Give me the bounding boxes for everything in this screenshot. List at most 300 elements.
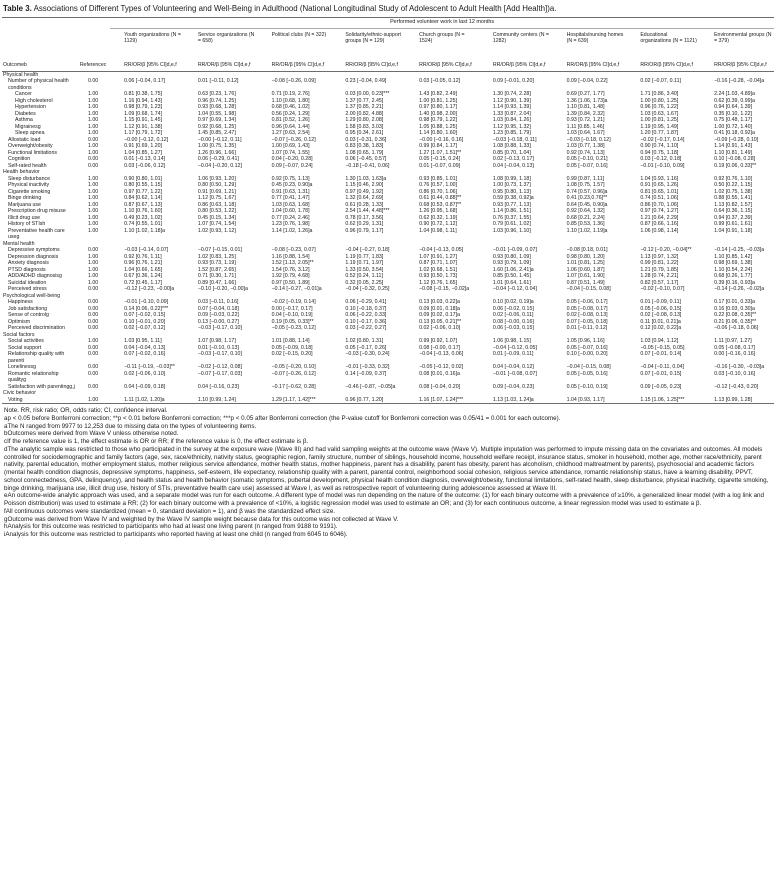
estimate-cell: 0.06 [−0.29, 0.41] — [345, 299, 387, 306]
table-title — [3, 4, 774, 14]
estimate-cell: 0.07 [−0.01, 0.14] — [640, 351, 682, 358]
estimate-cell: 0.06 [−0.29, 0.41] — [197, 156, 239, 163]
estimate-cell: 0.01 [−0.10, 0.13] — [197, 344, 239, 351]
estimate-cell: −0.02 [−0.12, 0.08] — [197, 364, 242, 371]
estimate-cell: 0.10 [−0.18, 0.37] — [345, 305, 387, 312]
estimate-cell: 1.92 [0.79, 4.68] — [271, 273, 310, 280]
estimate-cell: −0.16 [−0.28, −0.04]a — [714, 78, 765, 85]
estimate-cell: 1.10 [1.02, 1.18]a — [124, 227, 165, 234]
estimate-cell: −0.04 [−0.12, 0.05] — [492, 344, 537, 351]
estimate-cell: −0.12 [−0.23, −0.00]a — [124, 286, 175, 293]
estimate-cell: 0.04 [−0.04, 0.13] — [124, 344, 166, 351]
results-table — [2, 17, 774, 404]
estimate-cell: 1.54 [0.76, 3.12] — [271, 266, 310, 273]
estimate-cell: 0.11 [0.01, 0.21]a — [640, 318, 681, 325]
estimate-cell: 1.39 [0.84, 2.32] — [566, 110, 605, 117]
table-header — [2, 18, 774, 72]
outcome-label: Number of physical health conditions — [8, 78, 69, 91]
estimate-cell: 0.02 [−0.06, 0.11] — [492, 312, 534, 319]
estimate-cell: 1.07 [0.74, 1.55] — [271, 149, 310, 156]
estimate-cell: 0.68 [0.26, 1.77] — [714, 273, 753, 280]
outcome-label: Cognition — [8, 156, 31, 163]
estimate-cell: 0.12 [0.02, 0.22]a — [640, 325, 682, 332]
estimate-cell: 0.05 [−0.09, 0.18] — [271, 344, 313, 351]
estimate-cell: 1.00 [0.73, 1.37] — [492, 182, 531, 189]
group-header: Solidarity/ethnic-support groups (N = 129) — [345, 31, 401, 44]
estimate-cell: 1.14 [0.93, 1.39] — [492, 104, 531, 111]
estimate-cell: 0.05 [−0.07, 0.16] — [566, 162, 608, 169]
estimate-cell: 1.00 [0.81, 1.25] — [419, 97, 458, 104]
reference-value: 1.00 — [87, 117, 99, 124]
estimate-cell: 1.32 [0.64, 2.69] — [345, 195, 384, 202]
estimate-cell: 0.03 [−0.31, 0.36] — [345, 136, 387, 143]
estimate-cell: 0.99 [0.81, 1.22] — [640, 260, 679, 267]
table-body — [2, 71, 774, 404]
estimate-cell: −0.00 [−0.12, 0.11] — [197, 136, 242, 143]
estimate-cell: −0.05 [−0.12, 0.02] — [419, 364, 464, 371]
estimate-cell: −0.14 [−0.26, −0.02]a — [714, 286, 765, 293]
estimate-cell: 0.04 [−0.09, 0.18] — [124, 383, 166, 390]
estimate-cell: 0.78 [0.17, 3.56] — [345, 214, 384, 221]
category-row — [2, 71, 774, 78]
estimate-cell: −0.04 [−0.27, 0.18] — [345, 247, 390, 254]
estimate-cell: 1.08 [0.75, 1.57] — [566, 182, 605, 189]
reference-value: 0.00 — [87, 383, 99, 390]
estimate-cell: 0.92 [0.68, 1.25] — [197, 123, 236, 130]
reference-value: 0.00 — [87, 162, 99, 169]
estimate-cell: 1.03 [0.77, 1.38] — [566, 143, 605, 150]
estimate-cell: −0.03 [−0.30, 0.24] — [345, 351, 390, 358]
estimate-cell: 1.06 [0.98, 1.14] — [640, 227, 679, 234]
estimate-cell: 0.76 [0.37, 1.55] — [492, 214, 531, 221]
estimate-cell: 1.06 [0.60, 1.87] — [566, 266, 605, 273]
estimate-cell: 0.45 [0.23, 0.90]a — [271, 182, 313, 189]
estimate-cell: 0.41 [0.18, 0.92]a — [714, 130, 755, 137]
reference-value: 1.00 — [87, 91, 99, 98]
estimate-cell: −0.01 [−0.09, 0.07] — [492, 247, 537, 254]
estimate-cell: 0.93 [0.68, 1.28] — [197, 104, 236, 111]
estimate-cell: 1.13 [1.03, 1.24]a — [479, 397, 553, 404]
estimate-cell: 0.09 [−0.07, 0.24] — [271, 162, 313, 169]
estimate-cell: 0.98 [0.79, 1.22] — [419, 117, 458, 124]
estimate-cell: −0.03 [−0.18, 0.12] — [566, 136, 611, 143]
estimate-cell: 1.19 [0.95, 1.49] — [640, 123, 679, 130]
table-note: ap < 0.05 before Bonferroni correction; **p < 0.01 before Bonferroni correction; ***p < 0.05 after Bonferroni correction (the P-value cutoff for Bonferroni correction was 0.05/41 = 0.001 for each outcome). — [4, 414, 561, 422]
estimate-cell: 0.89 [0.47, 1.66] — [197, 279, 236, 286]
estimate-cell: −0.07 [−0.26, 0.12] — [271, 136, 316, 143]
estimate-cell: 0.85 [0.53, 1.36] — [566, 221, 605, 228]
estimate-cell: 1.10 [0.81, 1.49] — [714, 149, 753, 156]
outcome-label: Functional limitations — [8, 149, 58, 156]
estimate-cell: 0.91 [0.63, 1.31] — [271, 188, 310, 195]
reference-value: 1.00 — [87, 182, 99, 189]
estimate-cell: 0.01 [−0.11, 0.12] — [197, 78, 239, 85]
estimate-cell: 0.95 [0.34, 2.61] — [345, 130, 384, 137]
estimate-cell: 0.09 [−0.05, 0.23] — [640, 383, 682, 390]
estimate-cell: 0.99 [0.84, 1.17] — [419, 143, 458, 150]
estimate-cell: 0.82 [0.57, 1.17] — [640, 279, 679, 286]
table-row — [2, 351, 774, 364]
estimate-cell: 1.07 [0.61, 1.90] — [566, 273, 605, 280]
estimate-cell: 1.30 [0.74, 2.28] — [492, 91, 531, 98]
estimate-cell: 0.06 [−0.03, 0.15] — [492, 325, 534, 332]
estimate-cell: 0.05 [−0.07, 0.16] — [566, 344, 608, 351]
outcome-label: Perceived stress — [8, 286, 47, 293]
estimate-cell: 0.04 [−0.04, 0.13] — [492, 162, 534, 169]
reference-value: 1.00 — [87, 195, 99, 202]
header-row-groups — [2, 28, 774, 62]
estimate-cell: 0.04 [−0.10, 0.19] — [271, 312, 313, 319]
estimate-cell: 0.93 [0.79, 1.09] — [492, 260, 531, 267]
table-note: fAll continuous outcomes were standardized (mean = 0, standard deviation = 1), and β was the standardized effect size. — [4, 507, 336, 515]
estimate-cell: 0.94 [0.75, 1.18] — [640, 149, 679, 156]
reference-value: 0.00 — [87, 318, 99, 325]
estimate-cell: 0.87 [0.67, 1.13] — [124, 201, 163, 208]
estimate-cell: 1.05 [0.96, 1.16] — [566, 338, 605, 345]
estimate-cell: −0.04 [−0.13, 0.05] — [419, 247, 464, 254]
estimate-cell: 1.45 [0.85, 2.47] — [197, 130, 236, 137]
estimate-cell: 0.96 [0.64, 1.44] — [271, 123, 310, 130]
estimate-cell: 0.93 [0.50, 1.73] — [419, 273, 458, 280]
estimate-cell: 0.02 [−0.15, 0.20] — [271, 351, 313, 358]
outcome-label: Romantic relationship qualityg — [8, 370, 59, 384]
estimate-cell: 0.83 [0.38, 1.83] — [345, 143, 384, 150]
estimate-cell: 1.29 [0.80, 2.08] — [345, 117, 384, 124]
estimate-cell: 0.05 [−0.08, 0.17] — [566, 305, 608, 312]
reference-value: 0.00 — [87, 299, 99, 306]
estimate-cell: 0.09 [−0.04, 0.23] — [492, 383, 534, 390]
estimate-cell: 0.86 [0.63, 1.18] — [197, 201, 236, 208]
estimate-cell: 0.02 [−0.08, 0.13] — [640, 312, 682, 319]
estimate-cell: 1.33 [0.87, 2.04] — [492, 110, 531, 117]
table-note: dThe analytic sample was restricted to those who participated in the survey at the exposure wave (Wave III) and had valid sampling weights at the outcome wave (Wave V). Multiple imputation was performed to impute missing data on the covariates and outcomes. All models controlled for sociodemographic and family factors (age, sex, race/ethnicity, nativity status, geographic region, family structure, number of siblings, household income, household welfare receipt, insurance status, smoker in household, mother age, mother race/ethnicity, parent nativity, parental education, mother employment status, mother religious service attendance, mother health status, mother happiness, parent has a disability, parent has obesity, parent has alcoholism, childhood maltreatment by parents), psychosocial and academic factors (mental health condition diagnosis, depressive symptoms, happiness, self-esteem, life expectancy, relationship quality with a parent, parental control, neighborhood social cohesion, religious service attendance, romantic relationship status, have a learning disability, PPVT, school connectedness, GPA, delinquency), and health status and health behavior (somatic symptoms, pubertal development, physical health condition diagnosis, overweight/obesity, functional limitations, self-rated health, sleep disturbance, physical inactivity, cigarette smoking, binge drinking, marijuana use, illicit drug use, history of STIs, preventative health care use) assessed at Wave I, as well as retrospective report of volunteering during adolescence assessed at Wave III. — [4, 445, 769, 492]
estimate-cell: 1.71 [0.86, 3.40] — [640, 91, 679, 98]
estimate-cell: 1.23 [0.85, 1.79] — [492, 130, 531, 137]
estimate-cell: 0.92 [0.74, 1.13] — [566, 149, 605, 156]
estimate-cell: 1.12 [0.76, 1.65] — [419, 279, 458, 286]
estimate-cell: 0.81 [0.52, 1.26] — [271, 117, 310, 124]
estimate-cell: 1.02 [0.80, 1.31] — [345, 338, 384, 345]
table-caption: Associations of Different Types of Volunteering and Well-Being in Adulthood (National Longitudinal Study of Adolescent to Adult Health [Add Health])a. — [33, 4, 557, 13]
estimate-cell: 0.03 [0.00, 0.23]*** — [345, 91, 390, 98]
estimate-cell: 1.04 [0.98, 1.11] — [419, 227, 457, 234]
estimate-cell: 0.08 [−0.00, 0.16] — [492, 318, 534, 325]
estimate-cell: 1.12 [0.95, 1.32] — [492, 123, 531, 130]
estimate-cell: 1.10 [0.76, 1.60] — [124, 208, 163, 215]
group-header: Church groups (N = 1524) — [419, 31, 465, 44]
estimate-cell: −0.14 [−0.25, −0.03]a — [714, 247, 765, 254]
estimate-cell: 0.06 [−0.22, 0.33] — [345, 312, 387, 319]
estimate-cell: 1.03 [0.63, 1.67] — [640, 110, 679, 117]
estimate-cell: 1.02 [0.68, 1.51] — [419, 266, 458, 273]
estimate-cell: 1.02 [0.75, 1.38] — [714, 188, 753, 195]
outcome-header: Outcomeb — [2, 62, 76, 72]
estimate-cell: 0.17 [0.01, 0.33]a — [714, 299, 755, 306]
reference-value: 1.00 — [87, 175, 99, 182]
stat-header: RR/OR/β [95% CI]d,e,f — [626, 62, 700, 72]
reference-value: 0.00 — [87, 247, 99, 254]
estimate-cell: 1.07 [0.98, 1.17] — [197, 338, 236, 345]
outcome-label: Preventative health care useg — [8, 227, 65, 241]
estimate-cell: −0.04 [−0.12, 0.04] — [492, 286, 537, 293]
estimate-cell: 0.87 [0.71, 1.07] — [419, 260, 458, 267]
estimate-cell: 0.94 [0.64, 1.39] — [714, 104, 753, 111]
estimate-cell: 0.05 [−0.17, 0.26] — [345, 344, 387, 351]
estimate-cell: 0.00 [−0.16, 0.16] — [714, 351, 756, 358]
outcome-label: Sense of controlg — [8, 312, 49, 319]
estimate-cell: 0.93 [0.85, 1.01] — [419, 175, 458, 182]
estimate-cell: 0.74 [0.55, 1.01] — [124, 221, 163, 228]
table-row — [2, 228, 774, 241]
reference-value: 1.00 — [87, 104, 99, 111]
outcome-label: Diabetes — [15, 110, 36, 117]
estimate-cell: 0.03 [−0.05, 0.12] — [419, 78, 461, 85]
estimate-cell: 1.13 [0.99, 1.28] — [700, 397, 774, 404]
estimate-cell: 0.91 [0.69, 1.21] — [197, 188, 236, 195]
reference-value: 1.00 — [87, 279, 99, 286]
estimate-cell: −0.07 [−0.15, 0.01] — [197, 247, 242, 254]
estimate-cell: 0.87 [0.66, 1.16] — [640, 221, 679, 228]
outcome-label: Asthma — [15, 117, 33, 124]
reference-value: 1.00 — [87, 188, 99, 195]
estimate-cell: 2.00 [0.82, 4.88] — [345, 110, 384, 117]
group-header: Service organizations (N = 658) — [197, 31, 255, 44]
outcome-label: Optimism — [8, 318, 31, 325]
estimate-cell: 0.07 [−0.05, 0.18] — [566, 318, 608, 325]
estimate-cell: 1.13 [0.97, 1.32] — [640, 253, 679, 260]
estimate-cell: 0.94 [0.37, 2.39] — [714, 214, 753, 221]
estimate-cell: 1.08 [0.65, 1.79] — [345, 149, 384, 156]
estimate-cell: 0.07 [−0.02, 0.16] — [124, 351, 166, 358]
estimate-cell: 1.29 [1.17, 1.42]*** — [258, 397, 332, 404]
estimate-cell: 1.07 [0.74, 1.54] — [197, 221, 236, 228]
estimate-cell: 0.88 [0.55, 1.41] — [714, 195, 753, 202]
estimate-cell: 0.77 [0.24, 2.46] — [271, 214, 310, 221]
estimate-cell: 0.05 [−0.08, 0.17] — [714, 344, 756, 351]
outcome-label: ADD/ADHD diagnosisg — [8, 273, 62, 280]
reference-value: 1.00 — [87, 130, 99, 137]
table-label: Table 3. — [3, 4, 32, 13]
estimate-cell: 0.93 [0.72, 1.21] — [566, 117, 605, 124]
estimate-cell: 1.33 [0.50, 3.54] — [345, 266, 384, 273]
estimate-cell: 1.04 [0.66, 1.65] — [124, 266, 163, 273]
estimate-cell: 1.16 [0.94, 1.43] — [124, 97, 163, 104]
estimate-cell: 0.98 [0.79, 1.23] — [124, 104, 163, 111]
estimate-cell: 1.05 [0.88, 1.25] — [419, 123, 458, 130]
estimate-cell: 1.03 [0.96, 1.10] — [492, 227, 531, 234]
reference-value: 0.00 — [87, 325, 99, 332]
estimate-cell: 1.40 [0.98, 2.00] — [419, 110, 458, 117]
estimate-cell: 0.19 [0.06, 0.33]** — [714, 162, 757, 169]
estimate-cell: 1.15 [0.46, 2.90] — [345, 182, 384, 189]
estimate-cell: 0.41 [0.23,0.76]** — [566, 195, 608, 202]
estimate-cell: 0.08 [0.01, 0.16]a — [419, 370, 460, 377]
estimate-cell: 0.09 [−0.04, 0.22] — [566, 78, 608, 85]
estimate-cell: 0.72 [0.45, 1.17] — [124, 279, 163, 286]
estimate-cell: 1.04 [0.91, 1.18] — [714, 227, 753, 234]
estimate-cell: 1.00 [0.81, 1.25] — [640, 117, 679, 124]
table-notes — [4, 407, 772, 539]
outcome-label: Overweight/obesity — [8, 143, 53, 150]
estimate-cell: 1.27 [0.63, 2.54] — [271, 130, 310, 137]
header-row-performed — [2, 18, 774, 29]
estimate-cell: 0.67 [0.36, 1.24] — [124, 273, 163, 280]
reference-value: 0.00 — [87, 364, 99, 371]
estimate-cell: 0.87 [0.51, 1.49] — [566, 279, 605, 286]
estimate-cell: 1.03 [0.95, 1.11] — [124, 338, 162, 345]
estimate-cell: 0.13 [−0.00, 0.27] — [197, 318, 239, 325]
estimate-cell: 1.06 [0.93, 1.20] — [197, 175, 236, 182]
outcome-label: Anxiety diagnosis — [8, 260, 49, 267]
estimate-cell: 0.80 [0.53, 1.22] — [197, 208, 236, 215]
table-note: cIf the reference value is 1, the effect estimate is OR or RR; if the reference value is 0, the effect estimate is β. — [4, 438, 309, 446]
reference-value: 1.00 — [87, 266, 99, 273]
estimate-cell: −0.09 [−0.28, 0.10] — [714, 136, 759, 143]
group-header: Political clubs (N = 322) — [271, 31, 327, 38]
estimate-cell: −0.01 [−0.10, 0.09] — [124, 299, 169, 306]
estimate-cell: 1.01 [0.88, 1.14] — [271, 338, 310, 345]
stat-header: RR/OR/β [95% CI]d,e,f — [331, 62, 405, 72]
estimate-cell: 0.75 [0.48, 1.17] — [714, 117, 753, 124]
stat-header: RR/OR/β [95% CI]d,e,f — [479, 62, 553, 72]
estimate-cell: −0.17 [−0.62, 0.28] — [271, 383, 316, 390]
estimate-cell: 0.97 [0.50, 1.89] — [271, 279, 310, 286]
reference-value: 1.00 — [87, 110, 99, 117]
estimate-cell: 0.97 [0.77, 1.22] — [124, 188, 163, 195]
estimate-cell: −0.08 [−0.26, 0.09] — [271, 78, 316, 85]
estimate-cell: 0.71 [0.19, 2.76] — [271, 91, 310, 98]
estimate-cell: 1.14 [0.86, 1.51] — [492, 208, 531, 215]
estimate-cell: 0.90 [0.74, 1.10] — [640, 143, 679, 150]
estimate-cell: 0.03 [−0.12, 0.18] — [640, 156, 682, 163]
outcome-label: Lonelinessg — [8, 364, 37, 371]
category-label: Civic behavior — [3, 390, 36, 397]
estimate-cell: 0.76 [0.57, 1.00] — [419, 182, 458, 189]
estimate-cell: 0.01 [−0.13, 0.14] — [124, 156, 166, 163]
estimate-cell: 1.10 [0.68, 1.80] — [271, 97, 310, 104]
estimate-cell: 1.26 [0.95, 1.68] — [419, 208, 458, 215]
estimate-cell: 0.92 [0.75, 1.13] — [271, 175, 310, 182]
estimate-cell: 0.59 [0.38, 0.92]a — [492, 195, 534, 202]
category-label: Mental health — [3, 240, 35, 247]
estimate-cell: 0.62 [0.29, 1.31] — [345, 221, 384, 228]
estimate-cell: 1.09 [0.68, 1.74] — [124, 110, 163, 117]
header-row-stats — [2, 62, 774, 72]
estimate-cell: 0.71 [0.30, 1.71] — [197, 273, 236, 280]
estimate-cell: 1.04 [0.60, 1.78] — [271, 208, 310, 215]
estimate-cell: −0.08 [−0.23, 0.07] — [271, 247, 316, 254]
estimate-cell: 0.02 [−0.08, 0.13] — [566, 312, 608, 319]
estimate-cell: 0.99 [0.87, 1.11] — [566, 175, 605, 182]
table-note: aThe N ranged from 9977 to 12,253 due to missing data on the types of volunteering items. — [4, 422, 257, 430]
reference-value: 1.00 — [87, 97, 99, 104]
reference-value: 1.00 — [87, 221, 99, 228]
estimate-cell: 0.97 [0.74, 1.27] — [640, 208, 679, 215]
category-label: Psychological well-being — [3, 292, 61, 299]
estimate-cell: 0.93 [0.80, 1.09] — [492, 253, 531, 260]
estimate-cell: 1.14 [0.80, 1.60] — [419, 130, 458, 137]
estimate-cell: 0.07 [−0.01, 0.15] — [640, 370, 682, 377]
estimate-cell: 1.04 [0.93, 1.16] — [640, 175, 679, 182]
estimate-cell: 1.37 [0.85, 2.21] — [345, 104, 384, 111]
estimate-cell: 0.05 [−0.06, 0.15] — [640, 305, 682, 312]
estimate-cell: 1.30 [1.03, 1.63]a — [345, 175, 387, 182]
reference-value: 1.00 — [87, 227, 99, 234]
estimate-cell: 1.60 [1.06, 2.41]a — [492, 266, 534, 273]
estimate-cell: 1.04 [0.93, 1.17] — [553, 397, 627, 404]
estimate-cell: 1.02 [0.93, 1.12] — [197, 227, 236, 234]
estimate-cell: 0.64 [0.36, 1.15] — [714, 208, 753, 215]
estimate-cell: 1.12 [0.90, 1.39] — [492, 97, 531, 104]
outcome-label: High cholesterol — [15, 97, 53, 104]
estimate-cell: −0.18 [−0.41, 0.06] — [345, 162, 390, 169]
estimate-cell: 2.54 [1.44, 4.48]*** — [345, 208, 390, 215]
estimate-cell: 0.10 [0.02, 0.19]a — [492, 299, 534, 306]
estimate-cell: 0.13 [0.05, 0.21]** — [419, 318, 462, 325]
estimate-cell: −0.46 [−0.87, −0.05]a — [345, 383, 396, 390]
table-row — [2, 397, 774, 404]
estimate-cell: 0.93 [0.73, 1.19] — [197, 260, 236, 267]
estimate-cell: −0.04 [−0.13, 0.06] — [419, 351, 464, 358]
estimate-cell: 1.00 [0.69, 1.43] — [271, 143, 310, 150]
estimate-cell: 0.85 [0.50, 1.45] — [492, 273, 531, 280]
reference-value: 0.00 — [87, 370, 99, 377]
estimate-cell: 1.10 [1.02, 1.19]a — [566, 227, 608, 234]
estimate-cell: 0.00 [−0.17, 0.17] — [271, 305, 313, 312]
estimate-cell: −0.07 [−0.17, 0.03] — [197, 370, 242, 377]
outcome-label: Depression diagnosis — [8, 253, 59, 260]
estimate-cell: 0.81 [0.38, 1.75] — [124, 91, 163, 98]
estimate-cell: 1.10 [0.85, 1.42] — [714, 253, 753, 260]
estimate-cell: 0.63 [0.23, 1.76] — [197, 91, 236, 98]
estimate-cell: 0.80 [0.50, 1.29] — [197, 182, 236, 189]
estimate-cell: 1.01 [0.81, 1.25] — [566, 260, 605, 267]
table-note: Note. RR, risk ratio; OR, odds ratio; CI, confidence interval. — [4, 407, 168, 415]
estimate-cell: 1.21 [0.64, 2.29] — [640, 214, 679, 221]
estimate-cell: 1.16 [0.88, 1.54] — [271, 253, 310, 260]
estimate-cell: −0.01 [−0.10, 0.09] — [640, 162, 685, 169]
estimate-cell: 0.49 [0.23, 1.02] — [124, 214, 163, 221]
reference-value: 0.00 — [87, 136, 99, 143]
estimate-cell: 1.10 [0.99, 1.24] — [184, 397, 258, 404]
estimate-cell: 1.02 [0.83, 1.25] — [197, 253, 236, 260]
reference-value: 0.00 — [87, 156, 99, 163]
stat-header: RR/OR/β [95% CI]d,e,f — [405, 62, 479, 72]
estimate-cell: 1.01 [0.64, 1.61] — [492, 279, 531, 286]
estimate-cell: 0.06 [−0.02, 0.15] — [492, 305, 534, 312]
estimate-cell: 0.90 [0.80, 1.01] — [124, 175, 163, 182]
group-header: Youth organizations (N = 1129) — [124, 31, 181, 44]
estimate-cell: −0.02 [−0.17, 0.14] — [640, 136, 685, 143]
estimate-cell: 1.11 [0.85, 1.46] — [566, 123, 605, 130]
estimate-cell: −0.12 [−0.43, 0.20] — [714, 383, 759, 390]
estimate-cell: 0.61 [0.44, 0.88]** — [419, 195, 462, 202]
estimate-cell: 0.91 [0.69, 1.20] — [124, 143, 163, 150]
estimate-cell: 0.97 [0.69, 1.34] — [197, 117, 236, 124]
estimate-cell: 0.86 [0.70, 1.06] — [419, 188, 458, 195]
estimate-cell: −0.14 [−0.27, −0.01]a — [271, 286, 322, 293]
estimate-cell: −0.00 [−0.16, 0.16] — [419, 136, 464, 143]
estimate-cell: 0.02 [−0.06, 0.10] — [124, 370, 166, 377]
estimate-cell: −0.00 [−0.12, 0.12] — [124, 136, 169, 143]
group-header: Educational organizations (N = 1121) — [640, 31, 697, 44]
estimate-cell: 1.14 [1.02, 1.26]a — [271, 227, 313, 234]
estimate-cell: −0.03 [−0.17, 0.10] — [197, 325, 242, 332]
estimate-cell: −0.04 [−0.15, 0.08] — [566, 286, 611, 293]
estimate-cell: 1.12 [0.91, 1.38] — [124, 123, 163, 130]
group-header: Community centers (N = 1282) — [492, 31, 549, 44]
estimate-cell: 0.68 [0.53, 0.87]** — [419, 201, 462, 208]
